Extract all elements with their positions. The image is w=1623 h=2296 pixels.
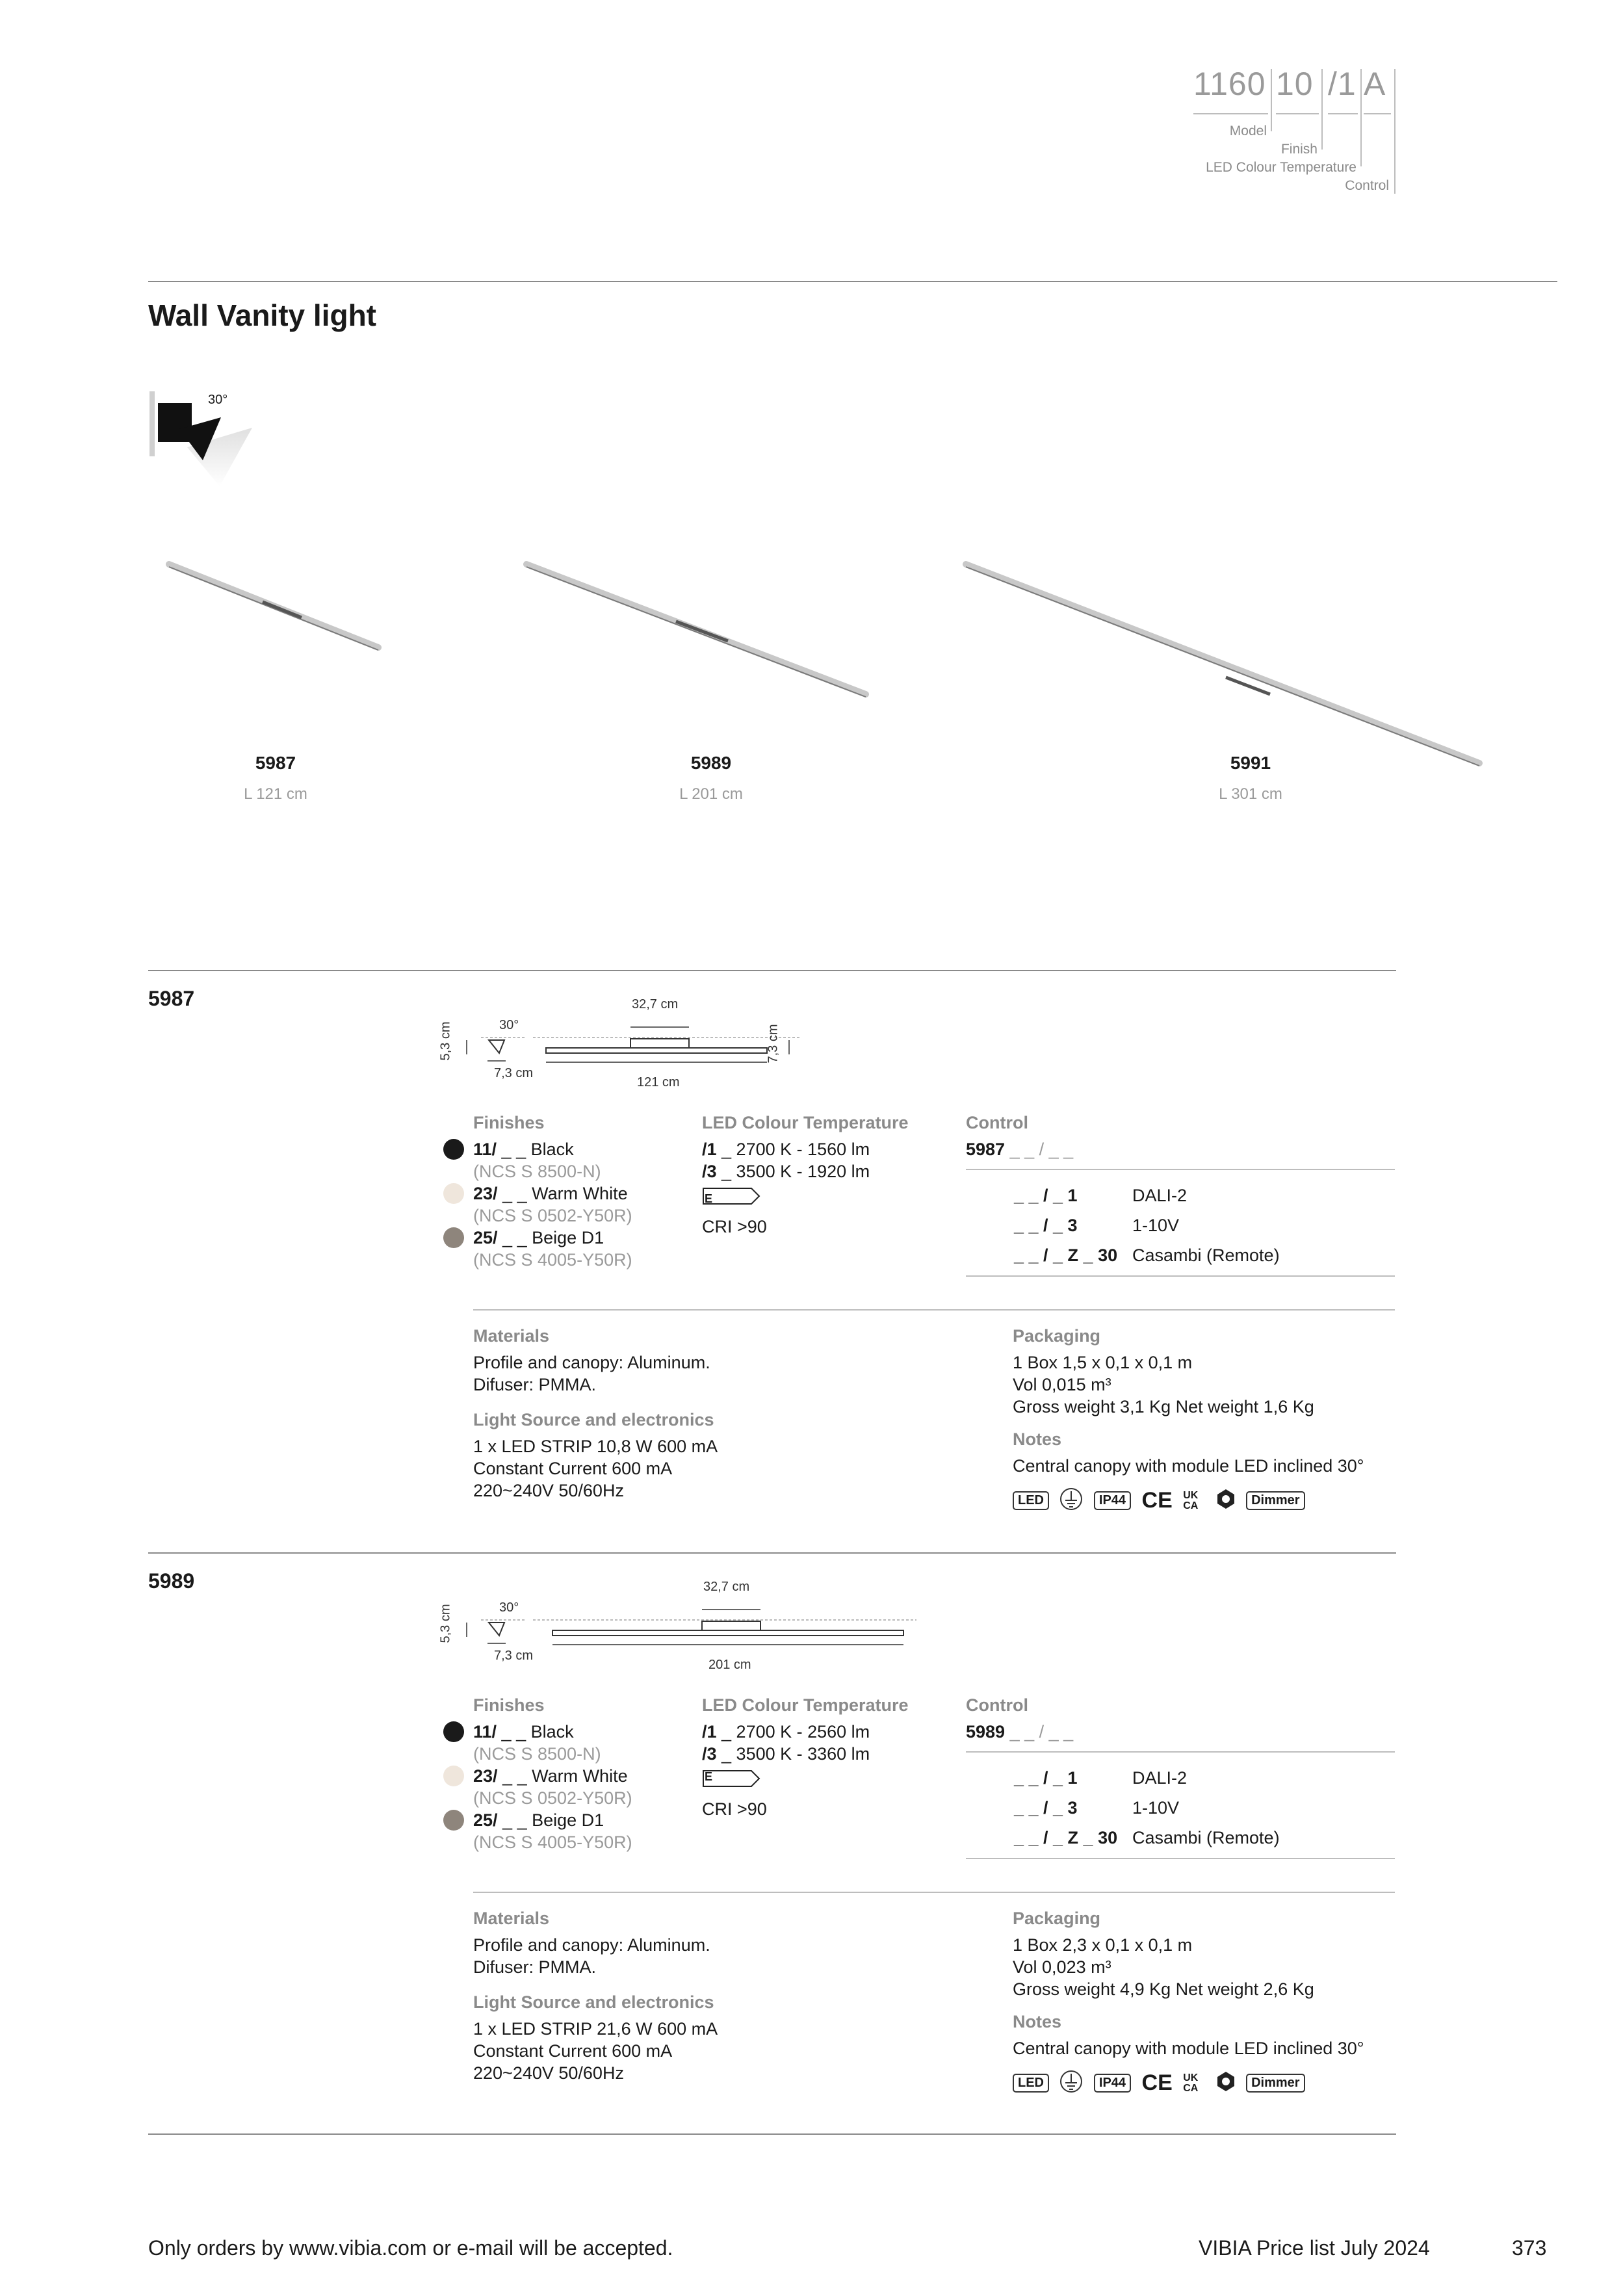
packaging-line: 1 Box 2,3 x 0,1 x 0,1 m — [1013, 1935, 1193, 1955]
control-option: _ _ / _ 3 — [1014, 1216, 1078, 1235]
control-option: _ _ / _ 3 — [1014, 1798, 1078, 1818]
color-swatch — [443, 1139, 464, 1160]
label-model: Model — [1229, 124, 1267, 138]
control-option: _ _ / _ Z _ 30 — [1014, 1828, 1118, 1847]
materials-line: Difuser: PMMA. — [473, 1375, 597, 1394]
control-title: Control — [966, 1113, 1028, 1132]
led-row: /1 _ 2700 K - 1560 lm — [702, 1140, 870, 1159]
energy-label-icon: E — [702, 1769, 962, 1792]
color-swatch — [443, 1810, 464, 1831]
light-line: 1 x LED STRIP 10,8 W 600 mA — [473, 1437, 718, 1456]
led-row: /3 _ 3500 K - 3360 lm — [702, 1744, 870, 1764]
notes-title: Notes — [1013, 1429, 1062, 1449]
control-option: _ _ / _ 1 — [1014, 1768, 1078, 1788]
angle-label: 30° — [208, 393, 228, 407]
notes-text: Central canopy with module LED inclined 30° — [1013, 2039, 1364, 2058]
label-control: Control — [1345, 178, 1389, 193]
materials-block — [473, 1909, 928, 2084]
finish-item: 23/ _ _ Warm White (NCS S 0502-Y50R) — [443, 1765, 664, 1809]
section-code: 5989 — [148, 1569, 195, 1593]
packaging-block — [1013, 1326, 1403, 1514]
dimmer-badge: Dimmer — [1246, 2074, 1305, 2093]
page-number: 373 — [1512, 2236, 1547, 2260]
product-code-5989: 5989 — [690, 753, 732, 773]
dim-depth: 7,3 cm — [494, 1066, 534, 1080]
packaging-title: Packaging — [1013, 1326, 1101, 1346]
packaging-line: Vol 0,015 m³ — [1013, 1375, 1111, 1394]
label-led: LED Colour Temperature — [1206, 160, 1357, 175]
top-divider — [148, 281, 1557, 282]
led-title: LED Colour Temperature — [702, 1695, 909, 1715]
finishes-title: Finishes — [473, 1113, 545, 1132]
product-image-5989 — [520, 558, 871, 704]
section-divider — [148, 970, 1396, 971]
materials-title: Materials — [473, 1326, 550, 1346]
dim-canopy: 32,7 cm — [703, 1580, 750, 1594]
led-title: LED Colour Temperature — [702, 1113, 909, 1132]
product-code-5987: 5987 — [255, 753, 296, 773]
product-length-5989: L 201 cm — [679, 785, 743, 803]
certification-badges — [1013, 1487, 1403, 1514]
packaging-line: Gross weight 3,1 Kg Net weight 1,6 Kg — [1013, 1397, 1314, 1416]
dim-length: 201 cm — [708, 1658, 751, 1672]
materials-block — [473, 1326, 928, 1502]
finish-item: 25/ _ _ Beige D1 (NCS S 4005-Y50R) — [443, 1227, 664, 1271]
control-code: 5989 — [966, 1722, 1006, 1742]
light-title: Light Source and electronics — [473, 1410, 714, 1429]
color-swatch — [443, 1183, 464, 1204]
color-swatch — [443, 1721, 464, 1742]
product-image-5991 — [959, 558, 1486, 776]
light-line: 220~240V 50/60Hz — [473, 2063, 624, 2083]
dim-length: 121 cm — [637, 1075, 680, 1089]
code-model: 1160 — [1193, 66, 1266, 102]
finishes-block — [443, 1695, 664, 1853]
materials-title: Materials — [473, 1909, 550, 1928]
dimension-drawing — [438, 1577, 916, 1681]
cri: CRI >90 — [702, 1217, 767, 1236]
page-title: Wall Vanity light — [148, 298, 376, 332]
recycle-icon — [1216, 2070, 1236, 2096]
packaging-block — [1013, 1909, 1403, 2096]
dimmer-badge: Dimmer — [1246, 1491, 1305, 1510]
color-swatch — [443, 1227, 464, 1248]
wall-light-icon — [148, 389, 252, 489]
dim-angle: 30° — [499, 1018, 519, 1032]
ground-icon — [1059, 2070, 1083, 2096]
ce-mark: CE — [1141, 1488, 1173, 1513]
dim-angle: 30° — [499, 1600, 519, 1615]
code-led: /1 — [1328, 66, 1357, 102]
finishes-block — [443, 1113, 664, 1271]
materials-line: Profile and canopy: Aluminum. — [473, 1935, 710, 1955]
dim-canopy: 32,7 cm — [632, 997, 679, 1011]
footer-note: Only orders by www.vibia.com or e-mail will be accepted. — [148, 2236, 673, 2260]
led-badge: LED — [1013, 2074, 1049, 2093]
notes-text: Central canopy with module LED inclined 30° — [1013, 1456, 1364, 1476]
bottom-divider — [148, 2133, 1396, 2135]
finishes-title: Finishes — [473, 1695, 545, 1715]
finish-item: 11/ _ _ Black (NCS S 8500-N) — [443, 1721, 664, 1765]
led-badge: LED — [1013, 1491, 1049, 1510]
product-length-5987: L 121 cm — [244, 785, 307, 803]
led-row: /3 _ 3500 K - 1920 lm — [702, 1162, 870, 1181]
light-title: Light Source and electronics — [473, 1992, 714, 2012]
control-block: Control 5987 _ _ / _ _ _ _ / _ 1 DALI-2 _ _ / _ 3 1-10V _ _ / _ Z _ 30 Casambi (Remote) — [966, 1113, 1395, 1282]
product-code-5991: 5991 — [1230, 753, 1271, 773]
recycle-icon — [1216, 1488, 1236, 1513]
footer-brand: VIBIA Price list July 2024 — [1199, 2236, 1430, 2260]
light-line: Constant Current 600 mA — [473, 2041, 673, 2061]
ce-mark: CE — [1141, 2070, 1173, 2095]
notes-title: Notes — [1013, 2012, 1062, 2031]
dim-height: 5,3 cm — [438, 1604, 453, 1643]
control-label: Casambi (Remote) — [1132, 1246, 1280, 1265]
energy-label-icon: E — [702, 1186, 962, 1209]
led-block — [702, 1695, 962, 1820]
dim-height: 5,3 cm — [438, 1021, 453, 1061]
packaging-line: Gross weight 4,9 Kg Net weight 2,6 Kg — [1013, 1979, 1314, 1999]
light-line: Constant Current 600 mA — [473, 1459, 673, 1478]
certification-badges — [1013, 2070, 1403, 2096]
cri: CRI >90 — [702, 1799, 767, 1819]
section-code: 5987 — [148, 987, 195, 1010]
finish-item: 11/ _ _ Black (NCS S 8500-N) — [443, 1138, 664, 1182]
finish-item: 25/ _ _ Beige D1 (NCS S 4005-Y50R) — [443, 1809, 664, 1853]
control-label: 1-10V — [1132, 1216, 1180, 1235]
control-code: 5987 — [966, 1140, 1006, 1159]
code-control: A — [1364, 66, 1386, 102]
control-label: DALI-2 — [1132, 1768, 1188, 1788]
ground-icon — [1059, 1487, 1083, 1514]
light-line: 220~240V 50/60Hz — [473, 1481, 624, 1500]
ip-badge: IP44 — [1094, 1491, 1131, 1510]
materials-line: Profile and canopy: Aluminum. — [473, 1353, 710, 1372]
label-finish: Finish — [1280, 142, 1318, 157]
control-option: _ _ / _ Z _ 30 — [1014, 1246, 1118, 1265]
section-divider — [148, 1552, 1396, 1554]
color-swatch — [443, 1766, 464, 1786]
packaging-line: 1 Box 1,5 x 0,1 x 0,1 m — [1013, 1353, 1193, 1372]
dimension-drawing — [438, 995, 819, 1099]
ukca-mark: UK CA — [1183, 1489, 1199, 1511]
dim-side: 7,3 cm — [766, 1024, 781, 1063]
finish-item: 23/ _ _ Warm White (NCS S 0502-Y50R) — [443, 1182, 664, 1227]
packaging-title: Packaging — [1013, 1909, 1101, 1928]
dim-depth: 7,3 cm — [494, 1649, 534, 1663]
control-block: Control 5989 _ _ / _ _ _ _ / _ 1 DALI-2 _ _ / _ 3 1-10V _ _ / _ Z _ 30 Casambi (Remote) — [966, 1695, 1395, 1864]
ukca-mark: UK CA — [1183, 2072, 1199, 2094]
product-length-5991: L 301 cm — [1219, 785, 1282, 803]
packaging-line: Vol 0,023 m³ — [1013, 1957, 1111, 1977]
control-label: DALI-2 — [1132, 1186, 1188, 1205]
led-block — [702, 1113, 962, 1238]
code-finish: 10 — [1276, 66, 1314, 102]
control-label: Casambi (Remote) — [1132, 1828, 1280, 1847]
control-option: _ _ / _ 1 — [1014, 1186, 1078, 1205]
control-title: Control — [966, 1695, 1028, 1715]
control-label: 1-10V — [1132, 1798, 1180, 1818]
product-image-5987 — [164, 558, 385, 659]
light-line: 1 x LED STRIP 21,6 W 600 mA — [473, 2019, 718, 2039]
materials-line: Difuser: PMMA. — [473, 1957, 597, 1977]
ip-badge: IP44 — [1094, 2074, 1131, 2093]
led-row: /1 _ 2700 K - 2560 lm — [702, 1722, 870, 1742]
